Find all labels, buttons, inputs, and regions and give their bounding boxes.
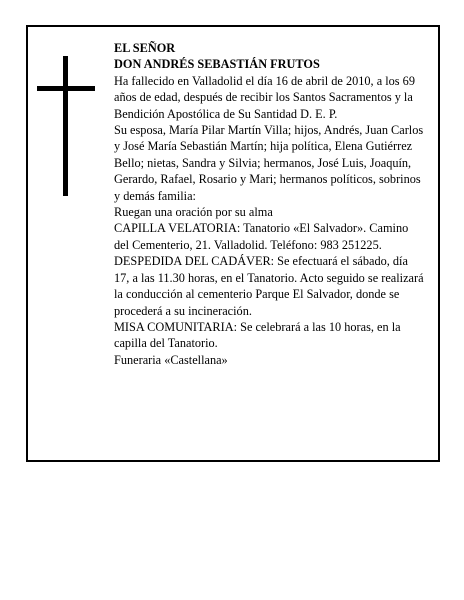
cross-vertical-bar	[63, 56, 68, 196]
chapel-text: Tanatorio «El Salvador». Camino del Cementerio, 21. Valladolid. Teléfono: 983 251225.	[114, 221, 409, 252]
chapel-label: CAPILLA VELATORIA:	[114, 221, 241, 236]
chapel-info	[114, 220, 426, 253]
prayer-request: Ruegan una oración por su alma	[114, 205, 273, 220]
mass-info	[114, 319, 426, 352]
obituary-text	[114, 40, 426, 368]
cross-horizontal-bar	[37, 86, 95, 91]
farewell-label: DESPEDIDA DEL CADÁVER:	[114, 254, 275, 269]
deceased-name: DON ANDRÉS SEBASTIÁN FRUTOS	[114, 57, 320, 72]
mass-label: MISA COMUNITARIA:	[114, 319, 238, 334]
mass-text: Se celebrará a las 10 horas, en la capilla del Tanatorio.	[114, 319, 401, 351]
farewell-text: Se efectuará el sábado, día 17, a las 11.30 horas, en el Tanatorio. Acto seguido se realizará la conducción al cementerio Parque El Salvador, donde se procederá a su incineración.	[114, 254, 424, 318]
deceased-title: EL SEÑOR	[114, 41, 176, 55]
funeral-home: Funeraria «Castellana»	[114, 352, 228, 367]
death-announcement: Ha fallecido en Valladolid el día 16 de abril de 2010, a los 69 años de edad, después de recibir los Santos Sacramentos y la Bendición Apostólica de Su Santidad D. E. P.	[114, 73, 415, 121]
family-list: Su esposa, María Pilar Martín Villa; hijos, Andrés, Juan Carlos y José María Sebastián Martín; hija política, Elena Gutiérrez Bello; nietas, Sandra y Silvia; hermanos, José Luis, Joaquín, Gerardo, Rafael, Rosario y Mari; hermanos políticos, sobrinos y demás familia:	[114, 123, 424, 203]
farewell-info	[114, 253, 426, 319]
